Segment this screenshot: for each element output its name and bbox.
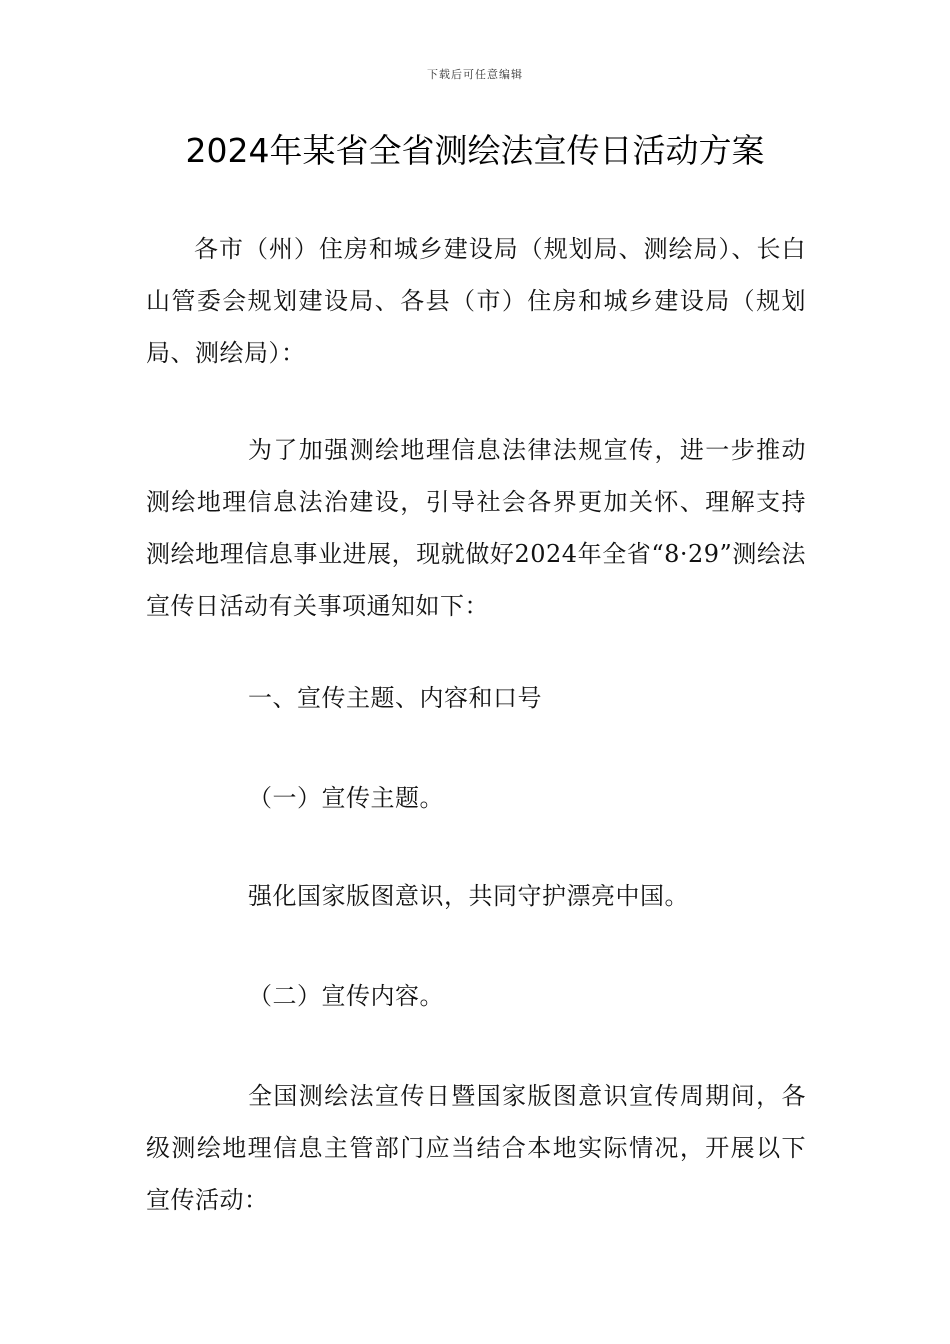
address-paragraph: 各市（州）住房和城乡建设局（规划局、测绘局）、长白山管委会规划建设局、各县（市）住房和城乡建设局（规划局、测绘局）： [146,235,806,367]
subsection-heading-theme: （一）宣传主题。 [248,784,444,812]
theme-text: 强化国家版图意识，共同守护漂亮中国。 [248,882,689,910]
subsection-heading-content: （二）宣传内容。 [248,982,444,1010]
header-note: 下载后可任意编辑 [427,68,523,81]
document-title: 2024年某省全省测绘法宣传日活动方案 [185,131,765,170]
section-heading-1: 一、宣传主题、内容和口号 [248,684,542,712]
content-paragraph: 全国测绘法宣传日暨国家版图意识宣传周期间，各级测绘地理信息主管部门应当结合本地实际情况，开展以下宣传活动： [146,1082,806,1214]
intro-paragraph: 为了加强测绘地理信息法律法规宣传，进一步推动测绘地理信息法治建设，引导社会各界更加关怀、理解支持测绘地理信息事业进展，现就做好2024年全省“8·29”测绘法宣传日活动有关事项通知如下： [146,436,806,620]
